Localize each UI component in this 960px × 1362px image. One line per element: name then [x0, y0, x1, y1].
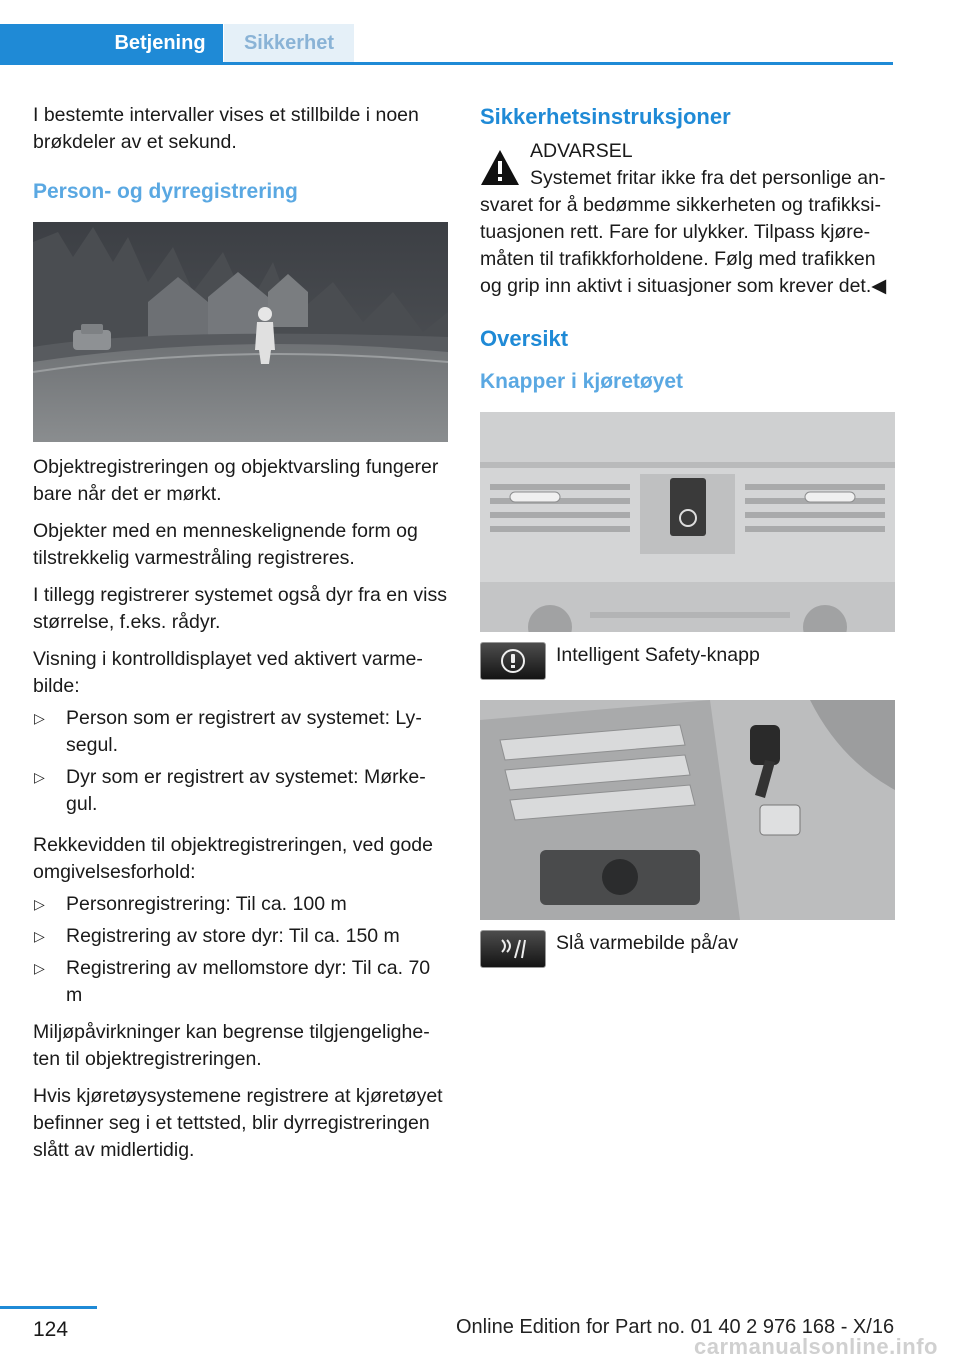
triangle-bullet-icon: ▷	[34, 896, 45, 912]
overview-heading: Oversikt	[480, 326, 569, 351]
night-vision-image	[33, 222, 448, 442]
thermal-image-button-icon[interactable]	[480, 930, 546, 968]
end-mark-icon: ◀	[871, 275, 887, 297]
range-list	[33, 891, 448, 1009]
color-list	[33, 705, 448, 818]
paragraph-7: Hvis kjøretøysystemene registrere at kjøretøyet befinner seg i et tettsted, blir dyrregistreringen slått av midlertidig.	[33, 1085, 443, 1161]
intelligent-safety-button-icon[interactable]	[480, 642, 546, 680]
paragraph-6: Miljøpåvirkninger kan begrense tilgjengeligheten til objektregistreringen.	[33, 1021, 430, 1070]
footer-rule	[0, 1306, 97, 1309]
intro-paragraph: I bestemte intervaller vises et stillbilde i noen brøkdeler av et sekund.	[33, 104, 419, 153]
paragraph-3: I tillegg registrerer systemet også dyr fra en viss størrelse, f.eks. rådyr.	[33, 584, 447, 633]
watermark: carmanualsonline.info	[694, 1334, 938, 1359]
tab-bar	[0, 0, 893, 65]
left-column	[33, 102, 448, 1174]
list-item: ▷ Dyr som er registrert av systemet: Mørkegul.	[34, 766, 426, 815]
intelligent-safety-row	[480, 642, 895, 680]
buttons-heading: Knapper i kjøretøyet	[480, 370, 684, 393]
list-item: ▷ Personregistrering: Til ca. 100 m	[33, 891, 448, 918]
warning-triangle-icon	[480, 148, 520, 188]
paragraph-4: Visning i kontrolldisplayet ved aktivert varmebilde:	[33, 648, 423, 697]
thermal-image-row	[480, 930, 895, 968]
triangle-bullet-icon: ▷	[34, 960, 45, 976]
page-number: 124	[33, 1318, 69, 1341]
triangle-bullet-icon: ▷	[34, 769, 45, 785]
tab-bar-accent	[0, 24, 97, 62]
edition-text: Online Edition for Part no. 01 40 2 976 168 - X/16	[456, 1316, 895, 1338]
list-item: ▷ Registrering av mellomstore dyr: Til ca. 70 m	[34, 957, 431, 1006]
paragraph-5: Rekkevidden til objektregistreringen, ved gode omgivelsesforhold:	[33, 834, 433, 883]
right-column	[480, 102, 895, 988]
safety-heading: Sikkerhetsinstruksjoner	[480, 104, 731, 129]
triangle-bullet-icon: ▷	[34, 928, 45, 944]
paragraph-1: Objektregistreringen og objektvarsling fungerer bare når det er mørkt.	[33, 456, 439, 505]
tab-sikkerhet[interactable]: Sikkerhet	[224, 24, 354, 62]
list-item: ▷ Person som er registrert av systemet: Lysegul.	[34, 707, 422, 756]
person-animal-heading: Person- og dyrregistrering	[33, 180, 298, 203]
warning-text: Systemet fritar ikke fra det personlige ansvaret for å bedømme sikkerheten og trafikksituasjonen rett. Fare for ulykker. Tilpass kjøremåten til trafikkforholdene. Følg med trafikken og grip inn aktivt i situasjoner som krever det.◀	[480, 167, 887, 297]
light-switch-image	[480, 700, 895, 920]
warning-block	[480, 138, 895, 300]
thermal-image-label: Slå varmebilde på/av	[556, 932, 739, 954]
warning-title: ADVARSEL	[530, 140, 633, 162]
triangle-bullet-icon: ▷	[34, 710, 45, 726]
tab-betjening[interactable]: Betjening	[97, 24, 223, 62]
intelligent-safety-label: Intelligent Safety-knapp	[556, 644, 760, 666]
paragraph-2: Objekter med en menneskelignende form og tilstrekkelig varmestråling registreres.	[33, 520, 418, 569]
list-item: ▷ Registrering av store dyr: Til ca. 150 m	[33, 923, 448, 950]
dashboard-vents-image	[480, 412, 895, 632]
